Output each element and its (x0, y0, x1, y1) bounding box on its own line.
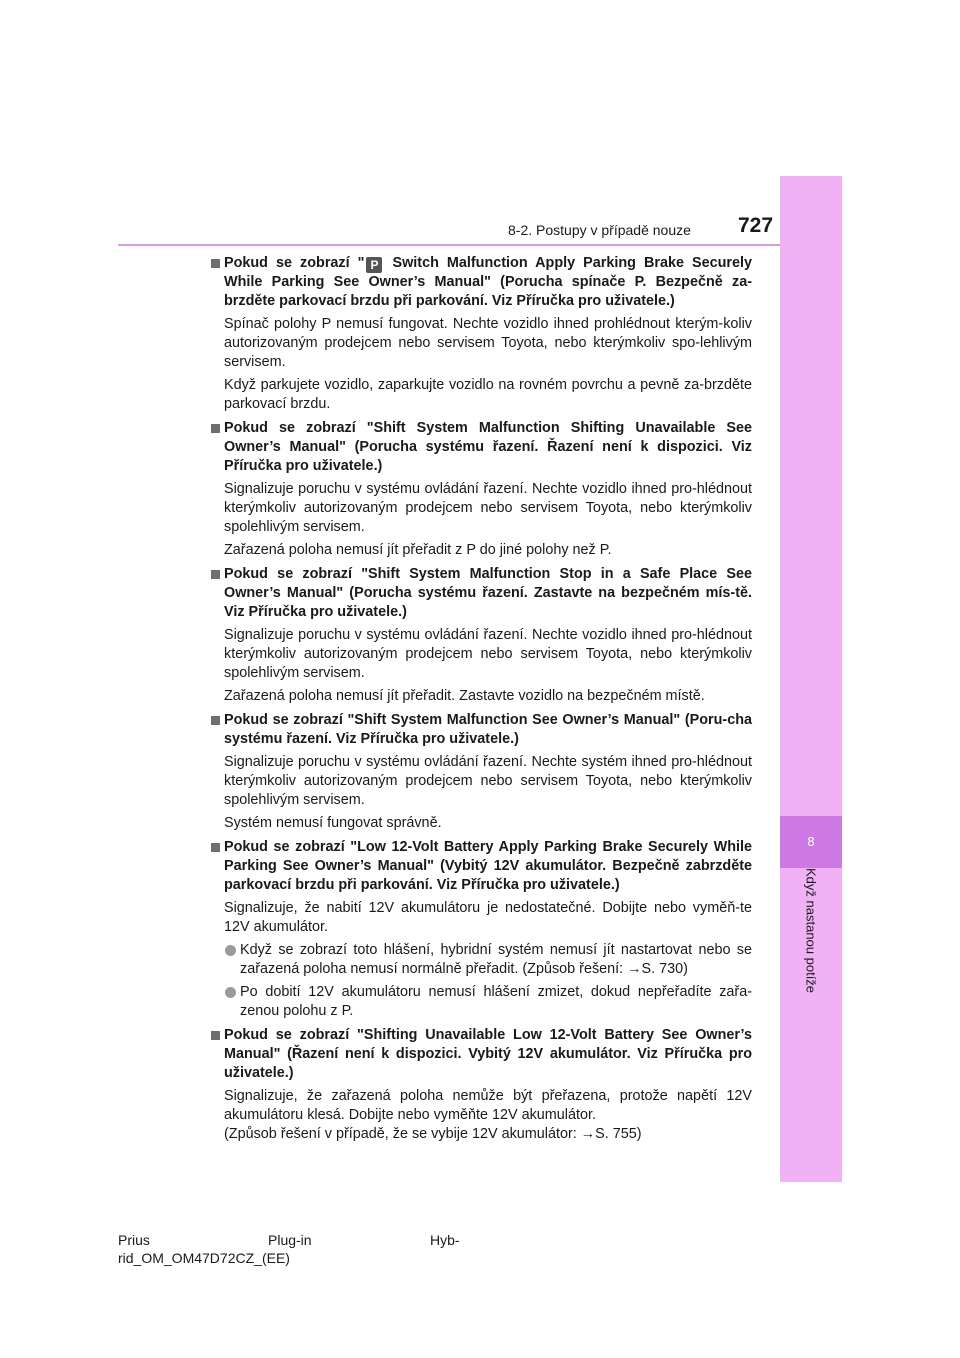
header-divider (118, 244, 780, 246)
section-paragraph: Systém nemusí fungovat správně. (224, 815, 442, 831)
circle-bullet-item (224, 941, 752, 979)
section-shifting-unavailable-low-battery (208, 1026, 752, 1144)
section-paragraph: Když parkujete vozidlo, zaparkujte vozidlo na rovném povrchu a pevně za-brzděte parkovací brzdu. (224, 377, 752, 412)
square-bullet-icon (211, 424, 220, 433)
page-content (208, 254, 752, 1149)
section-low-battery-parking (208, 838, 752, 1021)
square-bullet-icon (211, 1031, 220, 1040)
section-shift-system-malfunction (208, 711, 752, 833)
section-paragraph: Signalizuje, že zařazená poloha nemůže být přeřazena, protože napětí 12V akumulátoru klesá. Dobijte nebo vyměňte 12V akumulátor. (224, 1088, 752, 1123)
circle-bullet-icon (225, 945, 236, 956)
p-position-icon: P (366, 257, 382, 273)
bullet-text: Když se zobrazí toto hlášení, hybridní systém nemusí jít nastartovat nebo se zařazená poloha nemusí normálně přeřadit. (Způsob řešení: →S. 730) (240, 942, 752, 977)
footer-word: Plug-in (268, 1232, 312, 1248)
footer-doc-id (118, 1231, 460, 1267)
footer-line-2: rid_OM_OM47D72CZ_(EE) (118, 1250, 290, 1266)
title-text-start: Pokud se zobrazí " (224, 255, 365, 271)
section-title: Pokud se zobrazí "Shift System Malfunction Stop in a Safe Place See Owner’s Manual" (Porucha systému řazení. Zastavte na bezpečném mís-tě. Viz Příručka pro uživatele.) (224, 566, 752, 620)
footer-line-1 (118, 1231, 460, 1249)
footer-word: Hyb- (430, 1232, 460, 1248)
chapter-title: Když nastanou potíže (803, 868, 819, 994)
section-title: Pokud se zobrazí "Shift System Malfunction See Owner’s Manual" (Poru-cha systému řazení. Viz Příručka pro uživatele.) (224, 712, 752, 747)
section-paragraph: Zařazená poloha nemusí jít přeřadit. Zastavte vozidlo na bezpečném místě. (224, 688, 705, 704)
square-bullet-icon (211, 843, 220, 852)
section-paragraph: Signalizuje, že nabití 12V akumulátoru je nedostatečné. Dobijte nebo vyměň-te 12V akumulátor. (224, 900, 752, 935)
chapter-title-vertical (800, 868, 822, 1128)
section-title: Pokud se zobrazí "Shifting Unavailable Low 12-Volt Battery See Owner’s Manual" (Řazení není k dispozici. Vybitý 12V akumulátor. Viz Příručka pro uživatele.) (224, 1027, 752, 1081)
square-bullet-icon (211, 716, 220, 725)
section-title: Pokud se zobrazí "Shift System Malfunction Shifting Unavailable See Owner’s Manual" (Porucha systému řazení. Řazení není k dispozici. Viz Příručka pro uživatele.) (224, 420, 752, 474)
circle-bullet-item (224, 983, 752, 1021)
title-text-end: Switch Malfunction Apply Parking Brake Securely While Parking See Owner’s Manual" (Porucha spínače P. Bezpečně za-brzděte parkovací brzdu při parkování. Viz Příručka pro uživatele.) (224, 255, 752, 309)
section-shifting-unavailable (208, 419, 752, 560)
section-paragraph: Signalizuje poruchu v systému ovládání řazení. Nechte vozidlo ihned pro-hlédnout kterýmkoliv autorizovaným prodejcem nebo servisem Toyota, nebo kterýmkoliv spolehlivým servisem. (224, 481, 752, 535)
header-section-title: 8-2. Postupy v případě nouze (508, 222, 691, 238)
square-bullet-icon (211, 259, 220, 268)
section-paragraph: (Způsob řešení v případě, že se vybije 12V akumulátor: →S. 755) (224, 1126, 642, 1142)
section-p-switch-malfunction (208, 254, 752, 414)
footer-word: Prius (118, 1232, 150, 1248)
chapter-number: 8 (780, 816, 842, 868)
section-paragraph: Spínač polohy P nemusí fungovat. Nechte vozidlo ihned prohlédnout kterým-koliv autorizovaným prodejcem nebo servisem Toyota, nebo kterýmkoliv spo-lehlivým servisem. (224, 316, 752, 370)
section-paragraph: Zařazená poloha nemusí jít přeřadit z P do jiné polohy než P. (224, 542, 612, 558)
page-number: 727 (738, 214, 774, 237)
square-bullet-icon (211, 570, 220, 579)
section-paragraph: Signalizuje poruchu v systému ovládání řazení. Nechte systém ihned pro-hlédnout kterýmkoliv autorizovaným prodejcem nebo servisem Toyota, nebo kterýmkoliv spolehlivým servisem. (224, 754, 752, 808)
section-paragraph: Signalizuje poruchu v systému ovládání řazení. Nechte vozidlo ihned pro-hlédnout kterýmkoliv autorizovaným prodejcem nebo servisem Toyota, nebo kterýmkoliv spolehlivým servisem. (224, 627, 752, 681)
section-title (224, 254, 752, 311)
circle-bullet-icon (225, 987, 236, 998)
bullet-text: Po dobití 12V akumulátoru nemusí hlášení zmizet, dokud nepřeřadíte zařa-zenou polohu z P. (240, 984, 752, 1019)
section-stop-in-safe-place (208, 565, 752, 706)
section-title: Pokud se zobrazí "Low 12-Volt Battery Apply Parking Brake Securely While Parking See Owner’s Manual" (Vybitý 12V akumulátor. Bezpečně zabrzděte parkovací brzdu při parkování. Viz Příručka pro uživatele.) (224, 839, 752, 893)
